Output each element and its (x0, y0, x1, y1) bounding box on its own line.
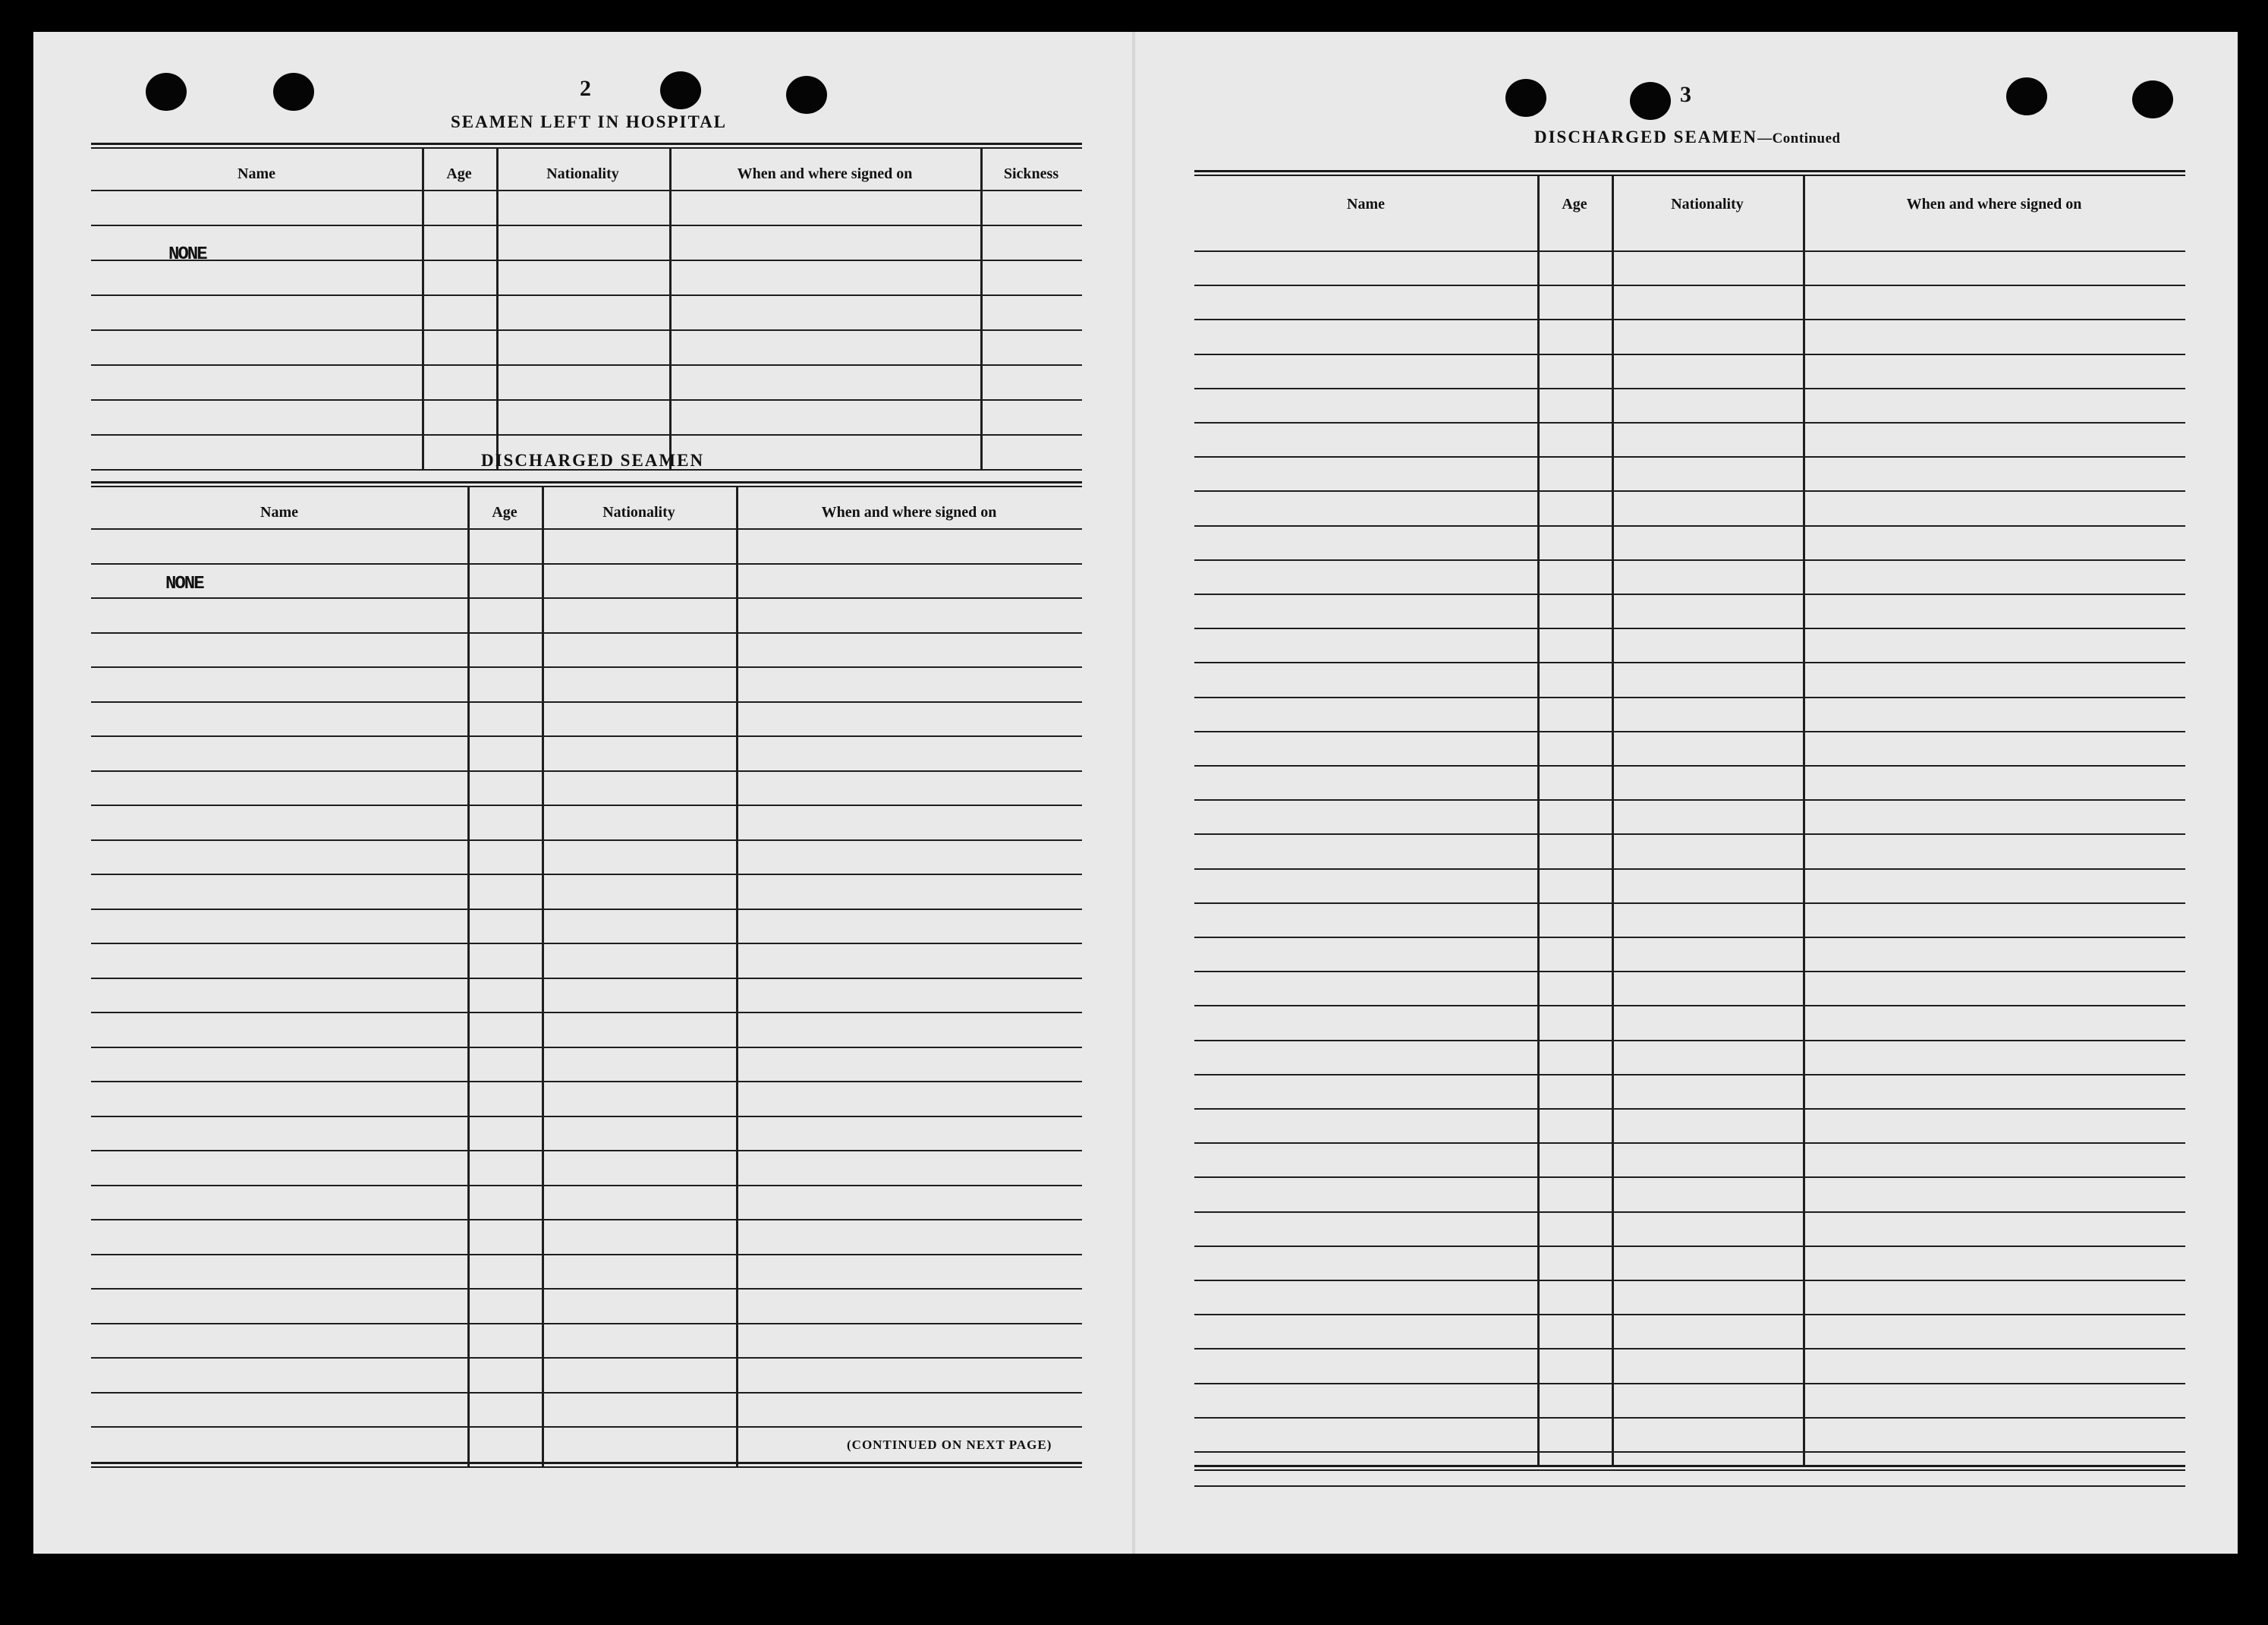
table-bottom-rule (1194, 1469, 2185, 1471)
column-header-name: Name (1347, 196, 1385, 213)
table-row-line (91, 1219, 1082, 1220)
table-row-line (91, 735, 1082, 737)
section-title-hospital: SEAMEN LEFT IN HOSPITAL (451, 112, 728, 131)
table-row-line (1194, 354, 2185, 355)
table-row-line (1194, 1074, 2185, 1075)
table-row-line (91, 1254, 1082, 1255)
table-row-line (1194, 799, 2185, 801)
column-header-age: Age (1562, 196, 1587, 213)
punch-hole (2132, 80, 2173, 118)
table-row-line (1194, 697, 2185, 698)
table-row-line (1194, 937, 2185, 938)
punch-hole (273, 73, 314, 111)
table-row-line (1194, 731, 2185, 732)
table-row-line (1194, 1246, 2185, 1247)
hospital-table (91, 143, 1082, 471)
column-header-signed-on: When and where signed on (821, 504, 997, 521)
table-row-line (1194, 285, 2185, 286)
entry-none-discharged: NONE (165, 574, 203, 594)
table-row-line (1194, 1176, 2185, 1178)
table-row-line (91, 1081, 1082, 1082)
table-row-line (91, 597, 1082, 599)
table-row-line (91, 666, 1082, 668)
table-row-line (91, 874, 1082, 875)
table-row-line (1194, 1348, 2185, 1349)
entry-none-hospital: NONE (168, 244, 206, 265)
punch-hole (146, 73, 187, 111)
column-header-nationality: Nationality (1671, 196, 1744, 213)
table-row-line (91, 1150, 1082, 1151)
column-header-signed-on: When and where signed on (737, 165, 913, 182)
column-header-signed-on: When and where signed on (1906, 196, 2082, 213)
table-row-line (1194, 559, 2185, 561)
table-row-line (91, 563, 1082, 565)
table-row-line (1194, 1314, 2185, 1315)
section-title-suffix: —Continued (1757, 131, 1841, 146)
page-number-left: 2 (580, 76, 591, 101)
table-row-line (1194, 594, 2185, 595)
table-row-line (1194, 422, 2185, 424)
table-row-line (1194, 971, 2185, 972)
table-row-line (91, 1392, 1082, 1394)
table-row-line (1194, 1142, 2185, 1144)
table-row-line (1194, 1383, 2185, 1384)
punch-hole (660, 71, 701, 109)
column-header-nationality: Nationality (546, 165, 619, 182)
table-row-line (1194, 765, 2185, 767)
table-row-line (1194, 456, 2185, 458)
column-header-name: Name (260, 504, 298, 521)
table-row-line (1194, 628, 2185, 629)
table-row-line (1194, 1417, 2185, 1419)
table-row-line (1194, 1485, 2185, 1487)
table-row-line (1194, 1451, 2185, 1453)
table-row-line (1194, 1005, 2185, 1006)
column-header-sickness: Sickness (1003, 165, 1059, 182)
section-title-discharged: DISCHARGED SEAMEN (481, 451, 705, 470)
table-row-line (1194, 833, 2185, 835)
table-row-line (1194, 490, 2185, 492)
table-row-line (1194, 1211, 2185, 1213)
table-bottom-rule (91, 1466, 1082, 1468)
table-row-line (91, 1426, 1082, 1428)
table-row-line (91, 701, 1082, 703)
table-row-line (91, 528, 1082, 530)
discharged-table (91, 481, 1082, 1468)
table-row-line (1194, 662, 2185, 663)
page-fold (1132, 32, 1135, 1554)
table-row-line (1194, 1040, 2185, 1041)
table-row-line (91, 1185, 1082, 1186)
section-title-main: DISCHARGED SEAMEN (1534, 128, 1758, 146)
table-row-line (91, 632, 1082, 634)
table-row-line (1194, 250, 2185, 252)
table-row-line (91, 1323, 1082, 1324)
table-row-line (1194, 388, 2185, 389)
table-row-line (91, 1047, 1082, 1048)
table-row-line (91, 1012, 1082, 1013)
table-row-line (1194, 319, 2185, 320)
table-row-line (91, 943, 1082, 944)
punch-hole (2006, 77, 2047, 115)
column-header-nationality: Nationality (602, 504, 675, 521)
punch-hole (1630, 82, 1671, 120)
table-row-line (91, 909, 1082, 910)
table-bottom-rule (1194, 1465, 2185, 1467)
table-bottom-rule (91, 1462, 1082, 1464)
table-row-line (91, 805, 1082, 806)
table-row-line (91, 770, 1082, 772)
table-row-line (91, 978, 1082, 979)
section-title-discharged-continued (1534, 128, 1841, 147)
punch-hole (786, 76, 827, 114)
table-row-line (1194, 525, 2185, 527)
table-row-line (91, 1357, 1082, 1359)
table-row-line (91, 839, 1082, 841)
table-row-line (1194, 902, 2185, 904)
table-row-line (91, 1288, 1082, 1290)
table-row-line (1194, 1108, 2185, 1110)
table-row-line (1194, 1280, 2185, 1281)
column-header-age: Age (492, 504, 517, 521)
punch-hole (1505, 79, 1546, 117)
table-row-line (1194, 868, 2185, 870)
column-header-name: Name (237, 165, 275, 182)
page-number-right: 3 (1680, 82, 1691, 107)
table-row-line (91, 1116, 1082, 1117)
discharged-continued-table (1194, 170, 2185, 1469)
form-sheet (33, 32, 2238, 1554)
column-header-age: Age (446, 165, 472, 182)
continued-note: (CONTINUED ON NEXT PAGE) (847, 1438, 1052, 1452)
